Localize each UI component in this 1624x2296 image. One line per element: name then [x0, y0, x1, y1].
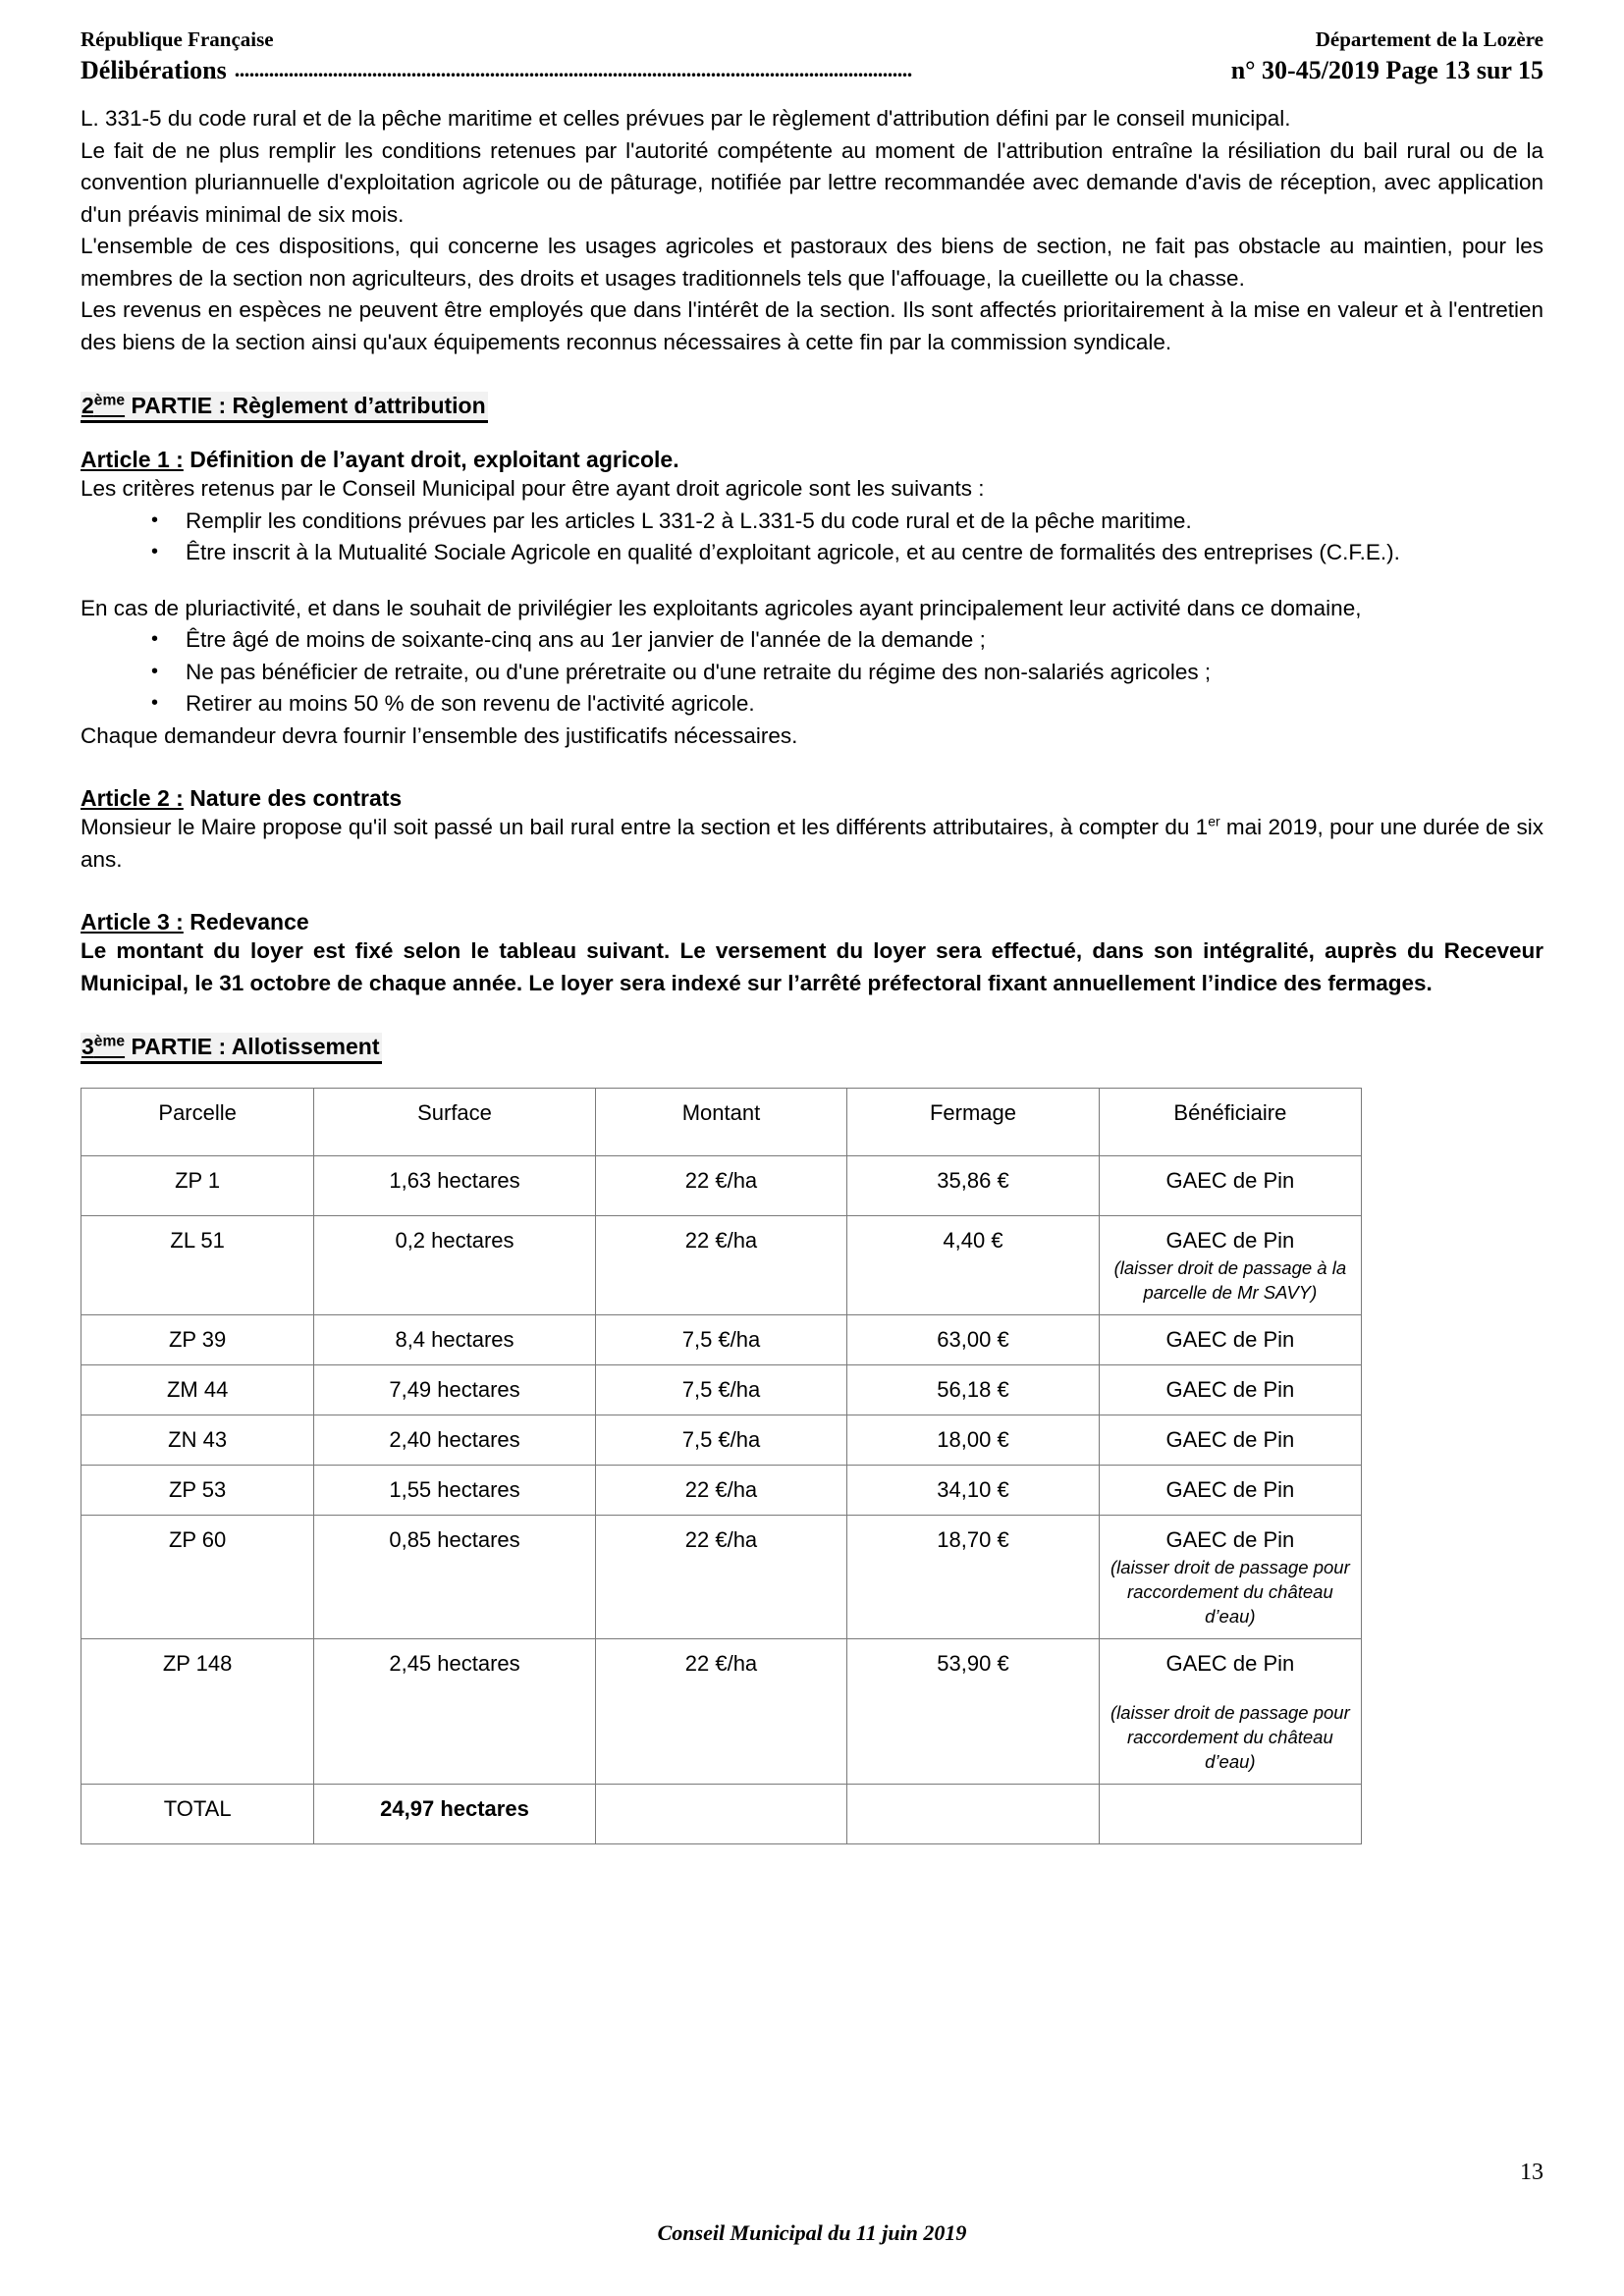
article2-body — [81, 812, 1543, 876]
cell-fermage: 53,90 € — [847, 1639, 1100, 1785]
part2-ordinal-suffix: ème — [93, 392, 126, 409]
cell-parcelle: ZM 44 — [81, 1365, 314, 1415]
cell-parcelle: ZP 60 — [81, 1516, 314, 1639]
cell-parcelle: ZL 51 — [81, 1216, 314, 1315]
spacer — [81, 752, 1543, 785]
cell-surface: 1,55 hectares — [314, 1466, 595, 1516]
part3-heading — [81, 1033, 382, 1064]
part3-heading-wrap — [81, 1033, 1543, 1064]
list-item: • Être âgé de moins de soixante-cinq ans au 1er janvier de l'année de la demande ; — [81, 624, 1543, 657]
cell-fermage: 56,18 € — [847, 1365, 1100, 1415]
footer-note: Conseil Municipal du 11 juin 2019 — [657, 2220, 967, 2245]
article3-title: Redevance — [183, 909, 309, 935]
cell-surface: 8,4 hectares — [314, 1315, 595, 1365]
spacer — [81, 423, 1543, 447]
article1-intro-wrap — [81, 473, 1543, 506]
cell-note: (laisser droit de passage pour raccordement du château d’eau) — [1110, 1557, 1350, 1628]
part3-title: PARTIE : Allotissement — [125, 1034, 380, 1060]
part3-ordinal-suffix: ème — [93, 1033, 126, 1050]
document-header — [81, 27, 1543, 85]
table-row — [81, 1365, 1362, 1415]
article2-title: Nature des contrats — [183, 785, 403, 812]
table-row — [81, 1415, 1362, 1466]
cell-beneficiaire: GAEC de Pin — [1099, 1365, 1361, 1415]
article1-heading — [81, 447, 1543, 473]
cell-montant: 7,5 €/ha — [595, 1315, 847, 1365]
article1-intro: Les critères retenus par le Conseil Municipal pour être ayant droit agricole sont les suivants : — [81, 476, 985, 502]
cell-surface: 2,40 hectares — [314, 1415, 595, 1466]
cell-surface: 7,49 hectares — [314, 1365, 595, 1415]
cell-surface: 2,45 hectares — [314, 1639, 595, 1785]
spacer — [81, 569, 1543, 593]
cell-fermage: 34,10 € — [847, 1466, 1100, 1516]
intro-paragraph-1: L. 331-5 du code rural et de la pêche maritime et celles prévues par le règlement d'attribution défini par le conseil municipal. — [81, 106, 1291, 132]
part2-heading-wrap — [81, 392, 1543, 423]
cell-surface: 1,63 hectares — [314, 1156, 595, 1216]
header-top-row — [81, 27, 1543, 51]
cell-note: (laisser droit de passage pour raccordement du château d’eau) — [1110, 1702, 1350, 1773]
cell-montant: 22 €/ha — [595, 1466, 847, 1516]
cell-beneficiaire: GAEC de Pin — [1099, 1415, 1361, 1466]
header-dot-leader: .......................................................................................................................................... — [234, 57, 912, 82]
table-header-row — [81, 1089, 1362, 1156]
article2-body-wrap — [81, 812, 1543, 876]
cell-parcelle: ZP 39 — [81, 1315, 314, 1365]
column-header-parcelle: Parcelle — [81, 1089, 314, 1156]
part2-title: PARTIE : Règlement d’attribution — [125, 393, 486, 419]
cell-montant: 22 €/ha — [595, 1156, 847, 1216]
article2-label: Article 2 : — [81, 785, 184, 812]
part2-ordinal: 2ème — [81, 392, 126, 419]
article2-heading — [81, 785, 1543, 812]
list-item: • Remplir les conditions prévues par les articles L 331-2 à L.331-5 du code rural et de la pêche maritime. — [81, 506, 1543, 538]
list-item: • Retirer au moins 50 % de son revenu de l'activité agricole. — [81, 688, 1543, 721]
cell-total-surface: 24,97 hectares — [314, 1785, 595, 1844]
article3-label: Article 3 : — [81, 909, 184, 935]
column-header-beneficiaire: Bénéficiaire — [1099, 1089, 1361, 1156]
cell-beneficiaire: GAEC de Pin — [1099, 1156, 1361, 1216]
pluriactivite-intro: En cas de pluriactivité, et dans le souhait de privilégier les exploitants agricoles ayant principalement leur activité dans ce domaine, — [81, 595, 1362, 620]
intro-paragraph-3: L'ensemble de ces dispositions, qui concerne les usages agricoles et pastoraux des biens de section, ne fait pas obstacle au maintien, pour les membres de la section non agriculteurs, des droits et usages traditionnels tels que l'affouage, la cueillette ou la chasse. — [81, 234, 1543, 291]
cell-note: (laisser droit de passage à la parcelle de Mr SAVY) — [1113, 1257, 1347, 1304]
page-number: 13 — [1520, 2160, 1543, 2185]
spacer — [81, 876, 1543, 909]
cell-parcelle: ZP 53 — [81, 1466, 314, 1516]
cell-parcelle: ZP 148 — [81, 1639, 314, 1785]
cell-montant: 22 €/ha — [595, 1216, 847, 1315]
cell-fermage: 4,40 € — [847, 1216, 1100, 1315]
cell-fermage: 35,86 € — [847, 1156, 1100, 1216]
table-row — [81, 1315, 1362, 1365]
article1-closing: Chaque demandeur devra fournir l’ensemble des justificatifs nécessaires. — [81, 722, 798, 748]
table-total-row — [81, 1785, 1362, 1844]
spacer — [81, 1064, 1543, 1088]
article2-body-ordinal: er — [1208, 813, 1220, 829]
article1-criteria-list — [81, 506, 1543, 569]
cell-beneficiaire: GAEC de Pin (laisser droit de passage pour raccordement du château d’eau) — [1099, 1639, 1361, 1785]
table-row — [81, 1639, 1362, 1785]
table-row — [81, 1466, 1362, 1516]
column-header-montant: Montant — [595, 1089, 847, 1156]
header-bottom-row — [81, 55, 1543, 85]
article1-label: Article 1 : — [81, 447, 184, 473]
spacer — [81, 999, 1543, 1033]
cell-parcelle: ZN 43 — [81, 1415, 314, 1466]
column-header-fermage: Fermage — [847, 1089, 1100, 1156]
table-row — [81, 1216, 1362, 1315]
cell-surface: 0,85 hectares — [314, 1516, 595, 1639]
header-republic-label: République Française — [81, 27, 274, 51]
cell-beneficiaire: GAEC de Pin (laisser droit de passage à la parcelle de Mr SAVY) — [1099, 1216, 1361, 1315]
article2-body-before: Monsieur le Maire propose qu'il soit passé un bail rural entre la section et les différents attributaires, à compter du 1 — [81, 815, 1209, 840]
pluriactivite-list — [81, 624, 1543, 721]
article1-closing-wrap — [81, 721, 1543, 753]
cell-parcelle: ZP 1 — [81, 1156, 314, 1216]
spacer — [81, 358, 1543, 392]
list-item: • Ne pas bénéficier de retraite, ou d'une préretraite ou d'une retraite du régime des non-salariés agricoles ; — [81, 657, 1543, 689]
header-department-label: Département de la Lozère — [1315, 27, 1543, 51]
header-reference: n° 30-45/2019 Page 13 sur 15 — [1230, 56, 1543, 85]
table-row — [81, 1516, 1362, 1639]
list-item: • Être inscrit à la Mutualité Sociale Agricole en qualité d’exploitant agricole, et au centre de formalités des entreprises (C.F.E.). — [81, 537, 1543, 569]
part3-ordinal: 3ème — [81, 1033, 126, 1060]
article3-body: Le montant du loyer est fixé selon le tableau suivant. Le versement du loyer sera effectué, dans son intégralité, auprès du Receveur Municipal, le 31 octobre de chaque année. Le loyer sera indexé sur l’arrêté préfectoral fixant annuellement l’indice des fermages. — [81, 938, 1543, 995]
pluriactivite-intro-wrap — [81, 593, 1543, 625]
article2-body-after: mai 2019, pour une durée de six ans. — [81, 815, 1543, 872]
intro-paragraph-2: Le fait de ne plus remplir les conditions retenues par l'autorité compétente au moment de l'attribution entraîne la résiliation du bail rural ou de la convention pluriannuelle d'exploitation agricole ou de pâturage, notifiée par lettre recommandée avec demande d'avis de réception, avec application d'un préavis minimal de six mois. — [81, 137, 1543, 227]
article1-title: Définition de l’ayant droit, exploitant agricole. — [183, 447, 679, 473]
cell-beneficiaire: GAEC de Pin (laisser droit de passage pour raccordement du château d’eau) — [1099, 1516, 1361, 1639]
column-header-surface: Surface — [314, 1089, 595, 1156]
intro-paragraphs — [81, 103, 1543, 358]
cell-surface: 0,2 hectares — [314, 1216, 595, 1315]
cell-total-beneficiaire — [1099, 1785, 1361, 1844]
cell-montant: 22 €/ha — [595, 1516, 847, 1639]
header-deliberations-label: Délibérations — [81, 56, 227, 85]
cell-fermage: 18,70 € — [847, 1516, 1100, 1639]
cell-beneficiaire: GAEC de Pin — [1099, 1466, 1361, 1516]
cell-fermage: 18,00 € — [847, 1415, 1100, 1466]
part2-heading — [81, 392, 488, 423]
cell-montant: 7,5 €/ha — [595, 1365, 847, 1415]
cell-beneficiaire: GAEC de Pin — [1099, 1315, 1361, 1365]
article3-heading — [81, 909, 1543, 935]
cell-fermage: 63,00 € — [847, 1315, 1100, 1365]
intro-paragraph-4: Les revenus en espèces ne peuvent être employés que dans l'intérêt de la section. Ils sont affectés prioritairement à la mise en valeur et à l'entretien des biens de la section ainsi qu'aux équipements reconnus nécessaires à cette fin par la commission syndicale. — [81, 297, 1543, 354]
cell-total-label: TOTAL — [81, 1785, 314, 1844]
cell-montant: 22 €/ha — [595, 1639, 847, 1785]
cell-montant: 7,5 €/ha — [595, 1415, 847, 1466]
table-row — [81, 1156, 1362, 1216]
allotment-table — [81, 1088, 1362, 1844]
cell-total-montant — [595, 1785, 847, 1844]
cell-total-fermage — [847, 1785, 1100, 1844]
